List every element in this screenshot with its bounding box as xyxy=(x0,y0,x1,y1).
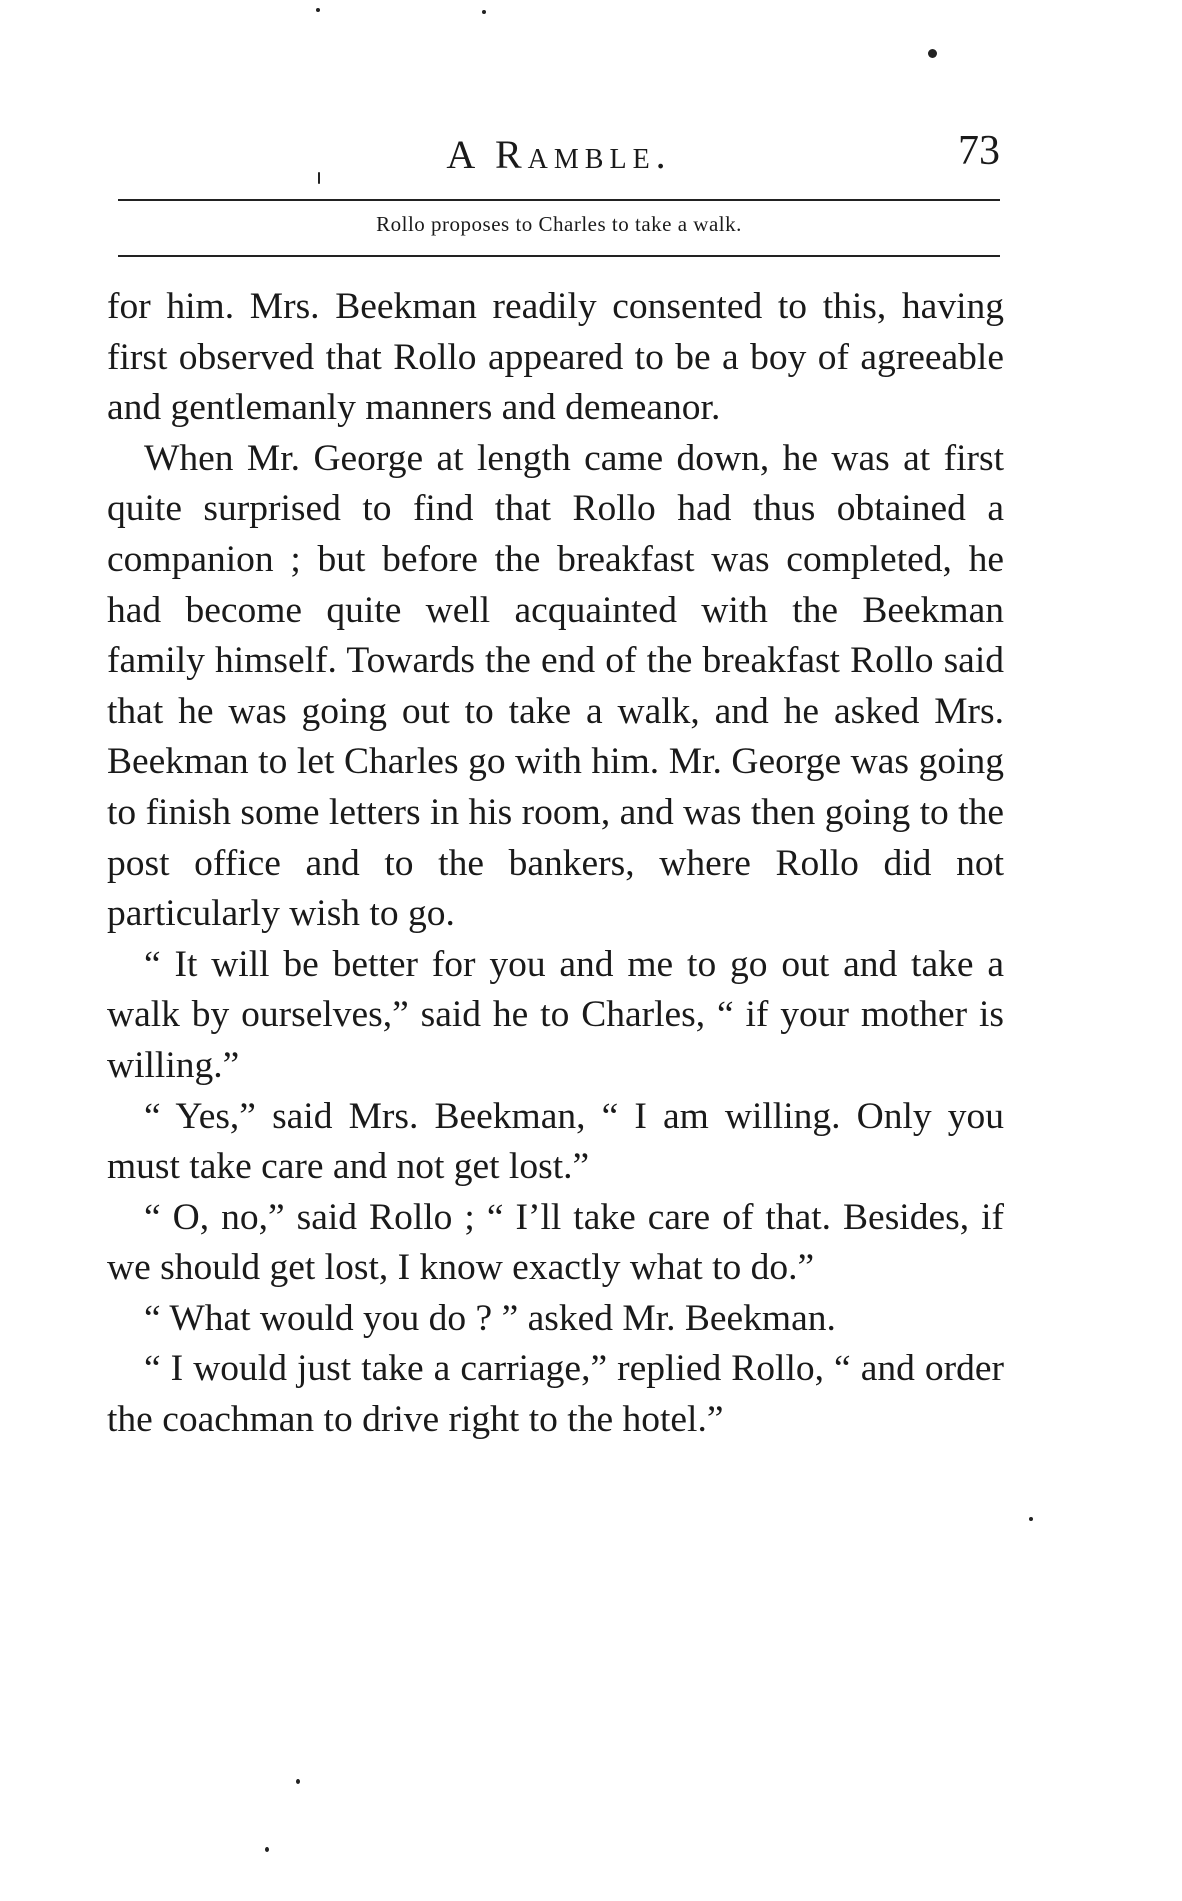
scan-speck xyxy=(318,172,320,184)
paragraph: “ O, no,” said Rollo ; “ I’ll take care of that. Besides, if we should get lost, I know exactly what to do.” xyxy=(107,1196,1004,1289)
scan-speck xyxy=(316,8,320,12)
paragraph: “ What would you do ? ” asked Mr. Beekman. xyxy=(144,1297,836,1339)
scan-speck xyxy=(482,10,486,14)
running-title: A Ramble. xyxy=(446,132,672,177)
page-header xyxy=(118,125,1000,185)
header-rule-bottom xyxy=(118,255,1000,257)
body-text xyxy=(107,282,1004,1446)
page-number: 73 xyxy=(958,128,1000,174)
scan-speck xyxy=(265,1847,269,1852)
scan-speck xyxy=(1029,1517,1033,1521)
header-rule-top xyxy=(118,199,1000,201)
paragraph: “ Yes,” said Mrs. Beekman, “ I am willing. Only you must take care and not get lost.” xyxy=(107,1095,1004,1188)
scan-speck xyxy=(928,49,937,58)
page-subheading: Rollo proposes to Charles to take a walk. xyxy=(376,212,742,236)
paragraph: “ It will be better for you and me to go out and take a walk by ourselves,” said he to Charles, “ if your mother is willing.” xyxy=(107,943,1004,1086)
scan-speck xyxy=(296,1779,300,1784)
paragraph: “ I would just take a carriage,” replied Rollo, “ and order the coachman to drive right to the hotel.” xyxy=(107,1348,1004,1441)
paragraph: When Mr. George at length came down, he was at first quite surprised to find that Rollo had thus obtained a companion ; but before the breakfast was completed, he had become quite well acquainted with the Beekman family himself. Towards the end of the breakfast Rollo said that he was going out to take a walk, and he asked Mrs. Beekman to let Charles go with him. Mr. George was going to finish some letters in his room, and was then going to the post office and to the bankers, where Rollo did not particularly wish to go. xyxy=(107,437,1004,935)
paragraph: for him. Mrs. Beekman readily consented to this, having first observed that Rollo appeared to be a boy of agreeable and gentlemanly manners and demeanor. xyxy=(107,286,1004,429)
